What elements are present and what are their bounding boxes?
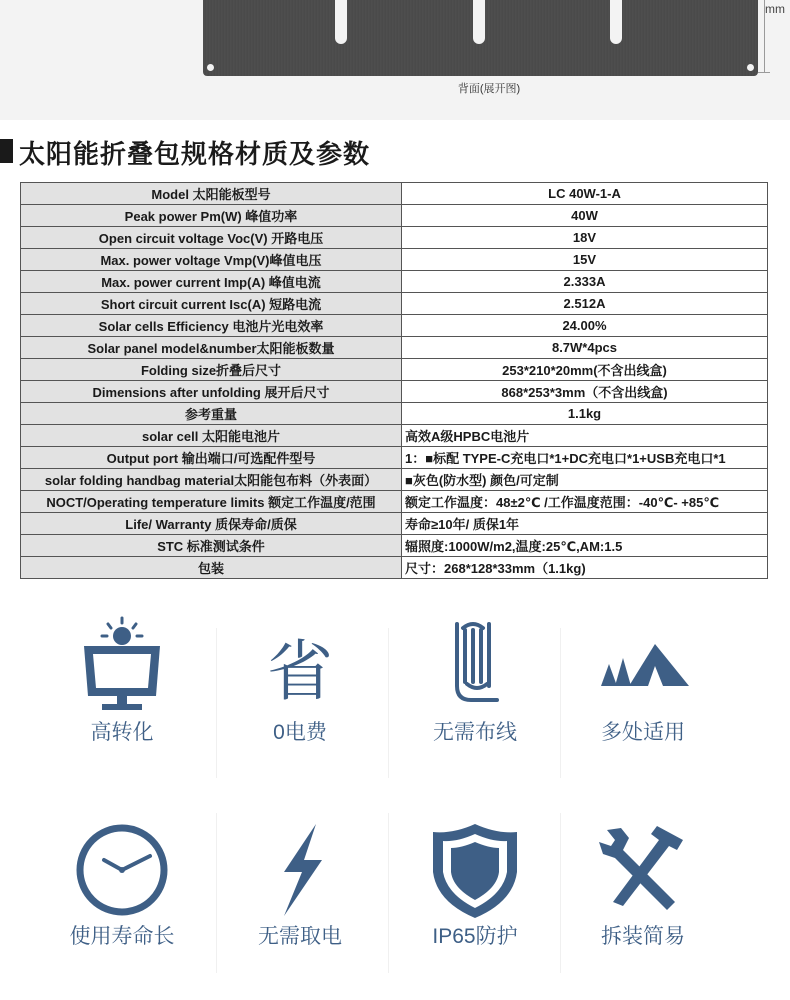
divider	[388, 813, 389, 973]
table-row	[21, 557, 768, 579]
spec-key: Dimensions after unfolding 展开后尺寸	[21, 381, 402, 403]
feature-label: 使用寿命长	[69, 925, 175, 948]
feature-grid	[0, 598, 790, 1000]
table-row	[21, 513, 768, 535]
feature-high-conversion	[37, 616, 207, 746]
table-row	[21, 535, 768, 557]
spec-key: Open circuit voltage Voc(V) 开路电压	[21, 227, 402, 249]
table-row	[21, 205, 768, 227]
table-row	[21, 447, 768, 469]
spec-value: 40W	[402, 205, 768, 227]
spec-key: Short circuit current Isc(A) 短路电流	[21, 293, 402, 315]
table-row	[21, 249, 768, 271]
spec-value: 2.512A	[402, 293, 768, 315]
spec-value: 2.333A	[402, 271, 768, 293]
table-row	[21, 359, 768, 381]
table-row	[21, 293, 768, 315]
spec-value: ■灰色(防水型) 颜色/可定制	[402, 469, 768, 491]
spec-key: Output port 输出端口/可选配件型号	[21, 447, 402, 469]
unfolded-panel-image	[203, 0, 758, 76]
table-row	[21, 183, 768, 205]
spec-key: Peak power Pm(W) 峰值功率	[21, 205, 402, 227]
lightning-icon	[250, 820, 350, 920]
feature-zero-electricity	[215, 616, 385, 746]
feature-no-power-needed	[215, 820, 385, 950]
feature-long-life	[37, 820, 207, 950]
spec-key: Folding size折叠后尺寸	[21, 359, 402, 381]
section-marker	[0, 139, 13, 163]
table-row	[21, 227, 768, 249]
clock-icon	[72, 820, 172, 920]
table-row	[21, 425, 768, 447]
spec-key: NOCT/Operating temperature limits 额定工作温度/范围	[21, 491, 402, 513]
save-character-icon	[250, 616, 350, 716]
table-row	[21, 315, 768, 337]
spec-key: Life/ Warranty 质保寿命/质保	[21, 513, 402, 535]
spec-value: 8.7W*4pcs	[402, 337, 768, 359]
panel-slot	[610, 0, 622, 44]
dimension-label: mm	[765, 2, 785, 16]
spec-value: LC 40W-1-A	[402, 183, 768, 205]
spec-key: Max. power voltage Vmp(V)峰值电压	[21, 249, 402, 271]
spec-value: 1.1kg	[402, 403, 768, 425]
spec-key: Solar cells Efficiency 电池片光电效率	[21, 315, 402, 337]
feature-multi-use	[558, 616, 728, 746]
cable-coil-icon	[425, 616, 525, 716]
spec-value: 1：■标配 TYPE-C充电口*1+DC充电口*1+USB充电口*1	[402, 447, 768, 469]
spec-key: solar folding handbag material太阳能包布料（外表面）	[21, 469, 402, 491]
section-title: 太阳能折叠包规格材质及参数	[19, 139, 371, 169]
feature-label: 多处适用	[601, 721, 685, 744]
feature-label: IP65防护	[432, 925, 518, 948]
table-row	[21, 381, 768, 403]
table-row	[21, 491, 768, 513]
panel-grommet	[747, 64, 754, 71]
spec-value: 高效A级HPBC电池片	[402, 425, 768, 447]
feature-label: 高转化	[90, 721, 154, 744]
spec-value: 尺寸：268*128*33mm（1.1kg)	[402, 557, 768, 579]
feature-label: 0电费	[273, 721, 327, 744]
spec-key: Solar panel model&number太阳能板数量	[21, 337, 402, 359]
spec-key: Model 太阳能板型号	[21, 183, 402, 205]
feature-easy-install	[558, 820, 728, 950]
spec-key: STC 标准测试条件	[21, 535, 402, 557]
feature-ip65	[390, 820, 560, 950]
spec-value: 24.00%	[402, 315, 768, 337]
product-back-view	[0, 0, 790, 120]
spec-value: 253*210*20mm(不含出线盒)	[402, 359, 768, 381]
spec-value: 寿命≥10年/ 质保1年	[402, 513, 768, 535]
spec-value: 辐照度:1000W/m2,温度:25℃,AM:1.5	[402, 535, 768, 557]
spec-key: 参考重量	[21, 403, 402, 425]
save-glyph: 省	[267, 633, 333, 710]
feature-label: 无需布线	[433, 721, 517, 744]
spec-value: 18V	[402, 227, 768, 249]
image-caption: 背面(展开图)	[457, 83, 521, 95]
dimension-tick	[758, 72, 770, 73]
feature-no-wiring	[390, 616, 560, 746]
table-row	[21, 271, 768, 293]
feature-label: 拆装简易	[601, 925, 685, 948]
spec-key: Max. power current Imp(A) 峰值电流	[21, 271, 402, 293]
spec-key: 包装	[21, 557, 402, 579]
spec-table	[20, 182, 768, 579]
table-row	[21, 403, 768, 425]
spec-value: 额定工作温度：48±2℃ /工作温度范围：-40℃- +85℃	[402, 491, 768, 513]
shield-icon	[425, 820, 525, 920]
tools-icon	[593, 820, 693, 920]
feature-label: 无需取电	[258, 925, 342, 948]
spec-value: 868*253*3mm（不含出线盒)	[402, 381, 768, 403]
divider	[388, 628, 389, 778]
table-row	[21, 469, 768, 491]
table-row	[21, 337, 768, 359]
panel-slot	[335, 0, 347, 44]
panel-slot	[473, 0, 485, 44]
panel-grommet	[207, 64, 214, 71]
spec-key: solar cell 太阳能电池片	[21, 425, 402, 447]
tent-icon	[593, 616, 693, 716]
solar-panel-icon	[72, 616, 172, 716]
spec-value: 15V	[402, 249, 768, 271]
